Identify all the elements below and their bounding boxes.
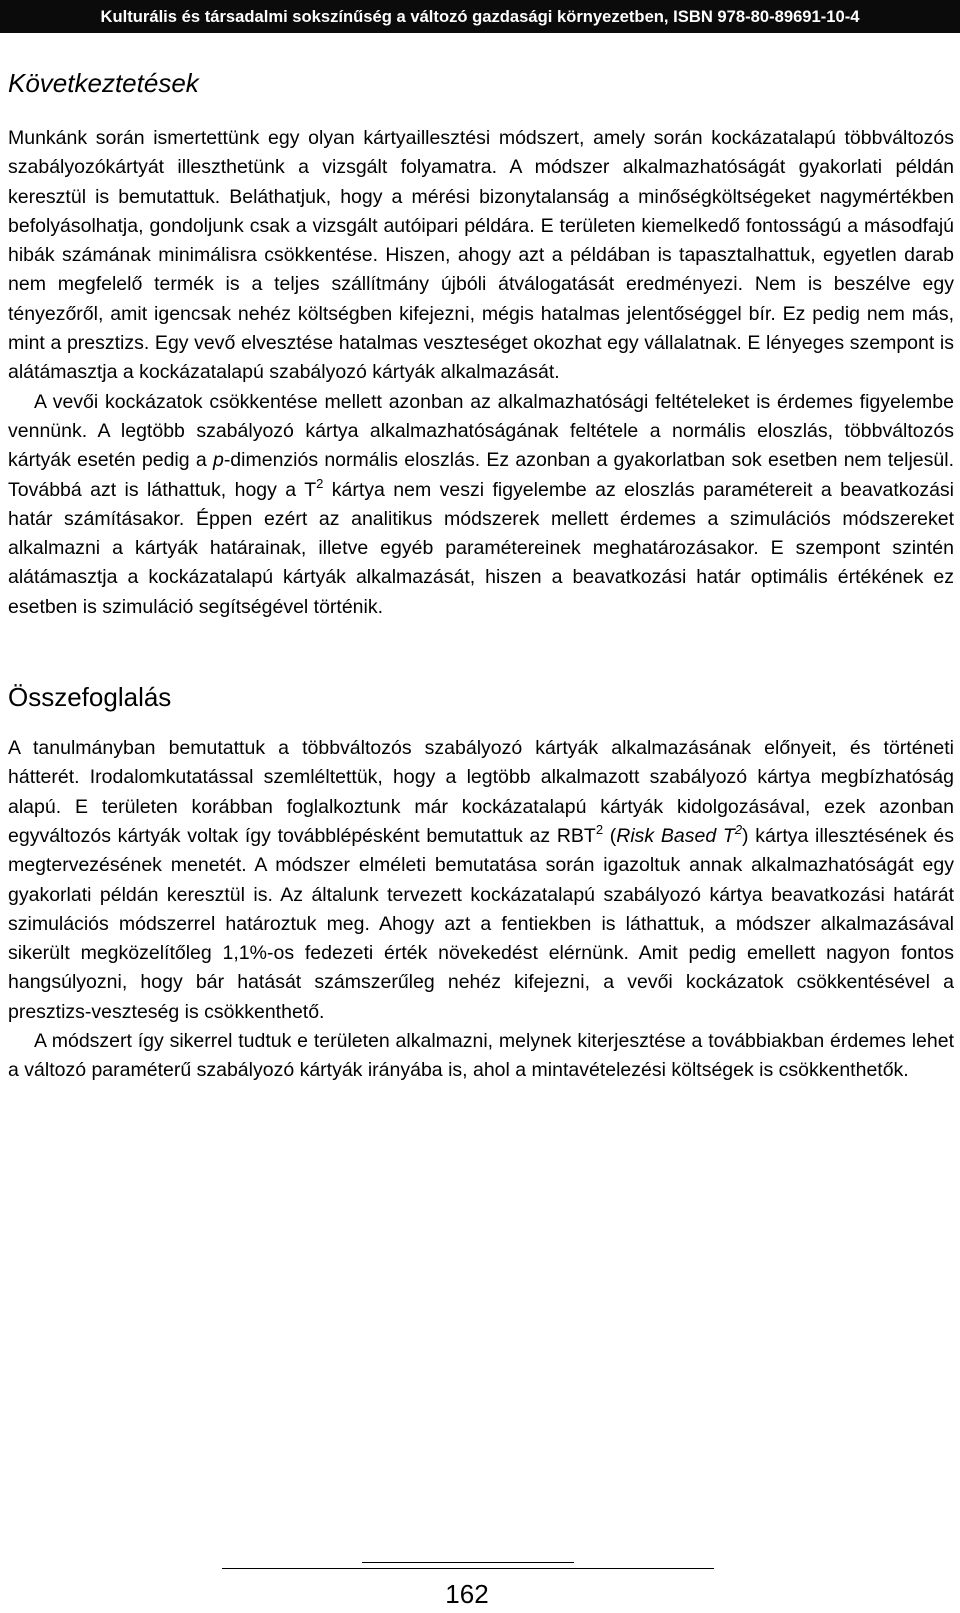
running-header: Kulturális és társadalmi sokszínűség a változó gazdasági környezetben, ISBN 978-80-89691-10-4 [0, 0, 960, 33]
superscript: 2 [734, 821, 743, 837]
italic-p: p [212, 449, 224, 472]
paragraph-conclusions-2 [8, 388, 954, 622]
document-body [8, 66, 954, 1086]
text-run: A vevői kockázatok csökkentése mellett azonban az alkalmazhatósági feltételeket is érdemes figyelembe vennünk. A legtöbb szabályozó kártya alkalmazhatóságának feltétele a normális eloszlás, többváltozós kártyák esetén pedig a [8, 390, 954, 472]
text-run: ) kártya illesztésének és megtervezésének menetét. A módszer elméleti bemutatása során igazoltuk annak alkalmazhatóságát egy gyakorlati példán keresztül is. Az általunk tervezett kockázatalapú szabályozó kártya beavatkozási határát szimulációs módszerrel határoztuk meg. Ahogy azt a fentiekben is láthattuk, a módszer alkalmazásával sikerült megközelítőleg 1,1%-os fedezeti érték növekedést elérnünk. Amit pedig emellett nagyon fontos hangsúlyozni, hogy bár hatását számszerűleg nehéz kifejezni, a vevői kockázatok csökkentésével a presztizs-veszteség is csökkenthető. [8, 824, 954, 1023]
superscript: 2 [316, 475, 324, 491]
paragraph-summary-1 [8, 734, 954, 1027]
footer-divider-short [362, 1562, 574, 1563]
text-run: kártya nem veszi figyelembe az eloszlás paramétereit a beavatkozási határ számításakor. Éppen ezért az analitikus módszerek mellett érdemes a szimulációs módszereket alkalmazni a kártyák határainak, illetve egyéb paramétereinek meghatározásakor. E szempont szintén alátámasztja a kockázatalapú kártyák alkalmazását, hiszen a beavatkozási határ optimális értékének ez esetben is szimuláció segítségével történik. [8, 478, 955, 618]
section-title-kovetkeztetesek: Következtetések [8, 68, 199, 98]
text-run: Risk Based T [616, 824, 735, 847]
paragraph-summary-2: A módszert így sikerrel tudtuk e területen alkalmazni, melynek kiterjesztése a továbbiakban érdemes lehet a változó paraméterű szabályozó kártyák irányába is, ahol a mintavételezési költségek is csökkenthetők. [8, 1030, 954, 1082]
text-run: A tanulmányban bemutattuk a többváltozós szabályozó kártyák alkalmazásának előnyeit, és történeti hátterét. Irodalomkutatással szemléltettük, hogy a legtöbb alkalmazott szabályozó kártya megbízhatóság alapú. E területen korábban foglalkoztunk már kockázatalapú kártyák kidolgozásával, ezek azonban egyváltozós kártyák voltak így továbblépésként bemutattuk az RBT [8, 737, 954, 847]
footer-divider [222, 1568, 714, 1569]
text-run: ( [603, 824, 617, 847]
superscript: 2 [595, 821, 604, 837]
italic-term [616, 821, 743, 847]
section-title-osszefoglalas: Összefoglalás [8, 682, 172, 713]
paragraph-conclusions-1: Munkánk során ismertettünk egy olyan kártyaillesztési módszert, amely során kockázatalapú többváltozós szabályozókártyát illeszthetünk a vizsgált folyamatra. A módszer alkalmazhatóságát gyakorlati példán keresztül is bemutattuk. Beláthatjuk, hogy a mérési bizonytalanság a minőségköltségeket nagymértékben befolyásolhatja, gondoljunk csak a vizsgált autóipari példára. E területen kiemelkedő fontosságú a másodfajú hibák számának minimálisra csökkentése. Hiszen, ahogy azt a példában is tapasztalhattuk, egyetlen darab nem megfelelő termék is a teljes szállítmány újbóli átválogatását eredményezi. Nem is beszélve egy tényezőről, amit igencsak nehéz költségben kifejezni, mégis hatalmas jelentőséggel bír. Ez pedig nem más, mint a presztizs. Egy vevő elvesztése hatalmas veszteséget okozhat egy vállalatnak. E lényeges szempont is alátámasztja a kockázatalapú szabályozó kártyák alkalmazását. [8, 127, 954, 384]
text-run: -dimenziós normális eloszlás. Ez azonban a gyakorlatban sok esetben nem teljesül. Továbbá azt is láthattuk, hogy a T [8, 449, 954, 501]
page-number: 162 [445, 1579, 489, 1609]
